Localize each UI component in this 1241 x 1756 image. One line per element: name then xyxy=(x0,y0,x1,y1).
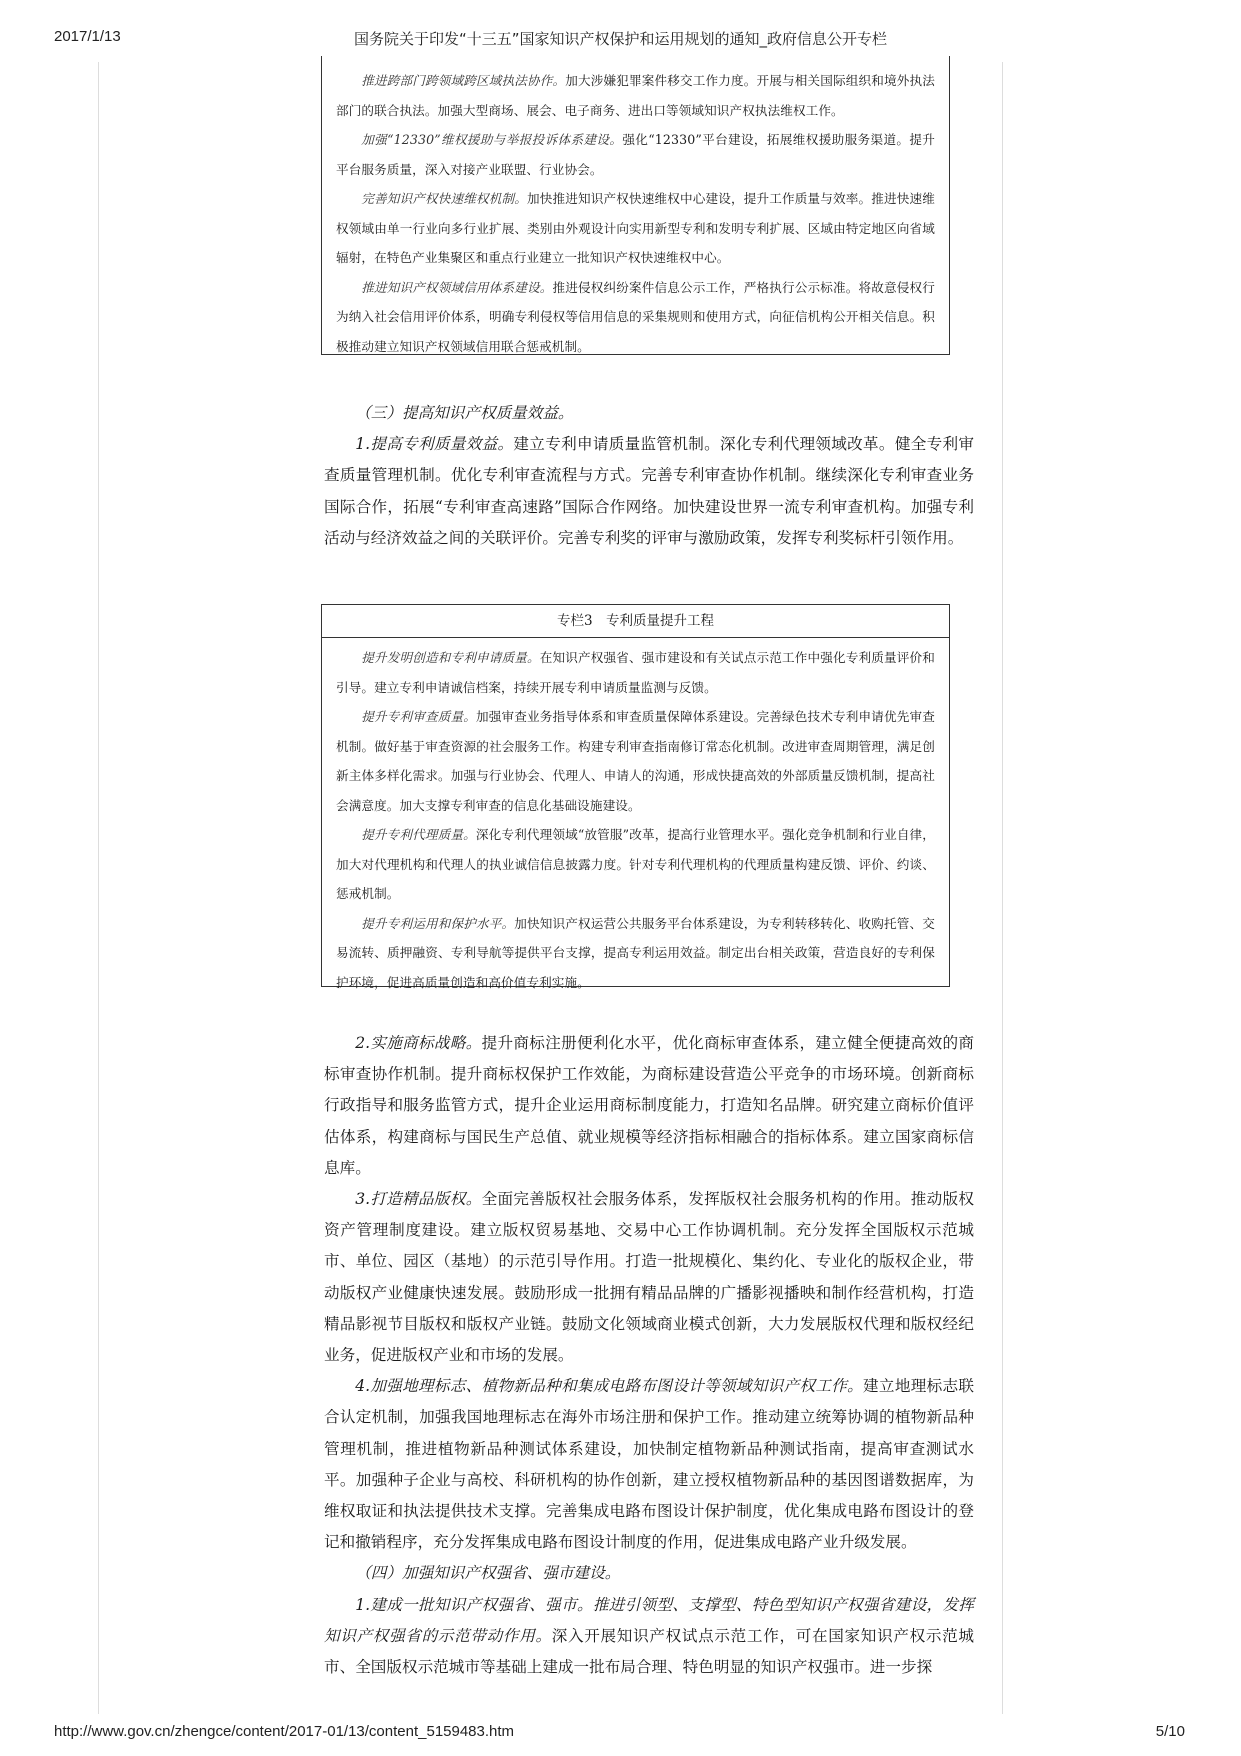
section-heading: （四）加强知识产权强省、强市建设。 xyxy=(355,1564,621,1583)
body-paragraph: 3.打造精品版权。全面完善版权社会服务体系，发挥版权社会服务机构的作用。推动版权资产管理制度建设。建立版权贸易基地、交易中心工作协调机制。充分发挥全国版权示范城市、单位、园区（基地）的示范引导作用。打造一批规模化、集约化、专业化的版权企业，带动版权产业健康快速发展。鼓励形成一批拥有精品品牌的广播影视播映和制作经营机构，打造精品影视节目版权和版权产业链。鼓励文化领域商业模式创新，大力发展版权代理和版权经纪业务，促进版权产业和市场的发展。 xyxy=(324,1190,974,1365)
section-heading: （三）提高知识产权质量效益。 xyxy=(355,404,574,422)
print-date: 2017/1/13 xyxy=(54,28,121,45)
page-number: 5/10 xyxy=(1155,1723,1185,1740)
box-item: 加强“12330”维权援助与举报投诉体系建设。强化“12330”平台建设，拓展维权援助服务渠道。提升平台服务质量，深入对接产业联盟、行业协会。 xyxy=(336,132,936,177)
print-header xyxy=(0,28,1241,52)
body-paragraph: 4.加强地理标志、植物新品种和集成电路布图设计等领域知识产权工作。建立地理标志联合认定机制，加强我国地理标志在海外市场注册和保护工作。推动建立统筹协调的植物新品种管理机制，推进植物新品种测试体系建设，加快制定植物新品种测试指南，提高审查测试水平。加强种子企业与高校、科研机构的协作创新，建立授权植物新品种的基因图谱数据库，为维权取证和执法提供技术支撑。完善集成电路布图设计保护制度，优化集成电路布图设计的登记和撤销程序，充分发挥集成电路布图设计制度的作用，促进集成电路产业升级发展。 xyxy=(324,1377,974,1552)
print-title: 国务院关于印发“十三五”国家知识产权保护和运用规划的通知_政府信息公开专栏 xyxy=(353,30,888,48)
print-url: http://www.gov.cn/zhengce/content/2017-01/13/content_5159483.htm xyxy=(54,1723,515,1740)
box-title: 专栏3 专利质量提升工程 xyxy=(322,605,949,638)
column-box-continued xyxy=(321,56,950,355)
box-item: 完善知识产权快速维权机制。加快推进知识产权快速维权中心建设，提升工作质量与效率。推进快速维权领域由单一行业向多行业扩展、类别由外观设计向实用新型专利和发明专利扩展、区域由特定地区向省域辐射，在特色产业集聚区和重点行业建立一批知识产权快速维权中心。 xyxy=(336,191,935,265)
body-paragraph: 1.建成一批知识产权强省、强市。推进引领型、支撑型、特色型知识产权强省建设，发挥知识产权强省的示范带动作用。深入开展知识产权试点示范工作，可在国家知识产权示范城市、全国版权示范城市等基础上建成一批布局合理、特色明显的知识产权强市。进一步探 xyxy=(324,1595,974,1677)
box-item: 提升专利审查质量。加强审查业务指导体系和审查质量保障体系建设。完善绿色技术专利申请优先审查机制。做好基于审查资源的社会服务工作。构建专利审查指南修订常态化机制。改进审查周期管理，满足创新主体多样化需求。加强与行业协会、代理人、申请人的沟通，形成快捷高效的外部质量反馈机制，提高社会满意度。加大支撑专利审查的信息化基础设施建设。 xyxy=(336,709,935,813)
body-paragraph: 1.提高专利质量效益。建立专利申请质量监管机制。深化专利代理领域改革。健全专利审查质量管理机制。优化专利审查流程与方式。完善专利审查协作机制。继续深化专利审查业务国际合作，拓展“专利审查高速路”国际合作网络。加快建设世界一流专利审查机构。加强专利活动与经济效益之间的关联评价。完善专利奖的评审与激励政策，发挥专利奖标杆引领作用。 xyxy=(324,435,974,547)
box-item: 提升专利代理质量。深化专利代理领域“放管服”改革，提高行业管理水平。强化竞争机制和行业自律，加大对代理机构和代理人的执业诚信信息披露力度。针对专利代理机构的代理质量构建反馈、评价、约谈、惩戒机制。 xyxy=(336,827,935,901)
print-footer xyxy=(0,1723,1241,1747)
body-paragraph: 2.实施商标战略。提升商标注册便利化水平，优化商标审查体系，建立健全便捷高效的商标审查协作机制。提升商标权保护工作效能，为商标建设营造公平竞争的市场环境。创新商标行政指导和服务监管方式，提升企业运用商标制度能力，打造知名品牌。研究建立商标价值评估体系，构建商标与国民生产总值、就业规模等经济指标相融合的指标体系。建立国家商标信息库。 xyxy=(324,1034,974,1177)
box-item: 推进知识产权领域信用体系建设。推进侵权纠纷案件信息公示工作，严格执行公示标准。将故意侵权行为纳入社会信用评价体系，明确专利侵权等信用信息的采集规则和使用方式，向征信机构公开相关信息。积极推动建立知识产权领域信用联合惩戒机制。 xyxy=(336,279,936,354)
page-border-left xyxy=(98,62,99,1714)
section-3 xyxy=(324,398,974,554)
box-item: 推进跨部门跨领域跨区域执法协作。加大涉嫌犯罪案件移交工作力度。开展与相关国际组织和境外执法部门的联合执法。加强大型商场、展会、电子商务、进出口等领域知识产权执法维权工作。 xyxy=(336,73,935,118)
column-box-patent-quality xyxy=(321,604,950,990)
section-body xyxy=(324,1028,974,1683)
box-item: 提升专利运用和保护水平。加快知识产权运营公共服务平台体系建设，为专利转移转化、收购托管、交易流转、质押融资、专利导航等提供平台支撑，提高专利运用效益。制定出台相关政策，营造良好的专利保护环境，促进高质量创造和高价值专利实施。 xyxy=(336,915,935,990)
page-border-right xyxy=(1002,62,1003,1714)
box-item: 提升发明创造和专利申请质量。在知识产权强省、强市建设和有关试点示范工作中强化专利质量评价和引导。建立专利申请诚信档案，持续开展专利申请质量监测与反馈。 xyxy=(336,650,935,695)
